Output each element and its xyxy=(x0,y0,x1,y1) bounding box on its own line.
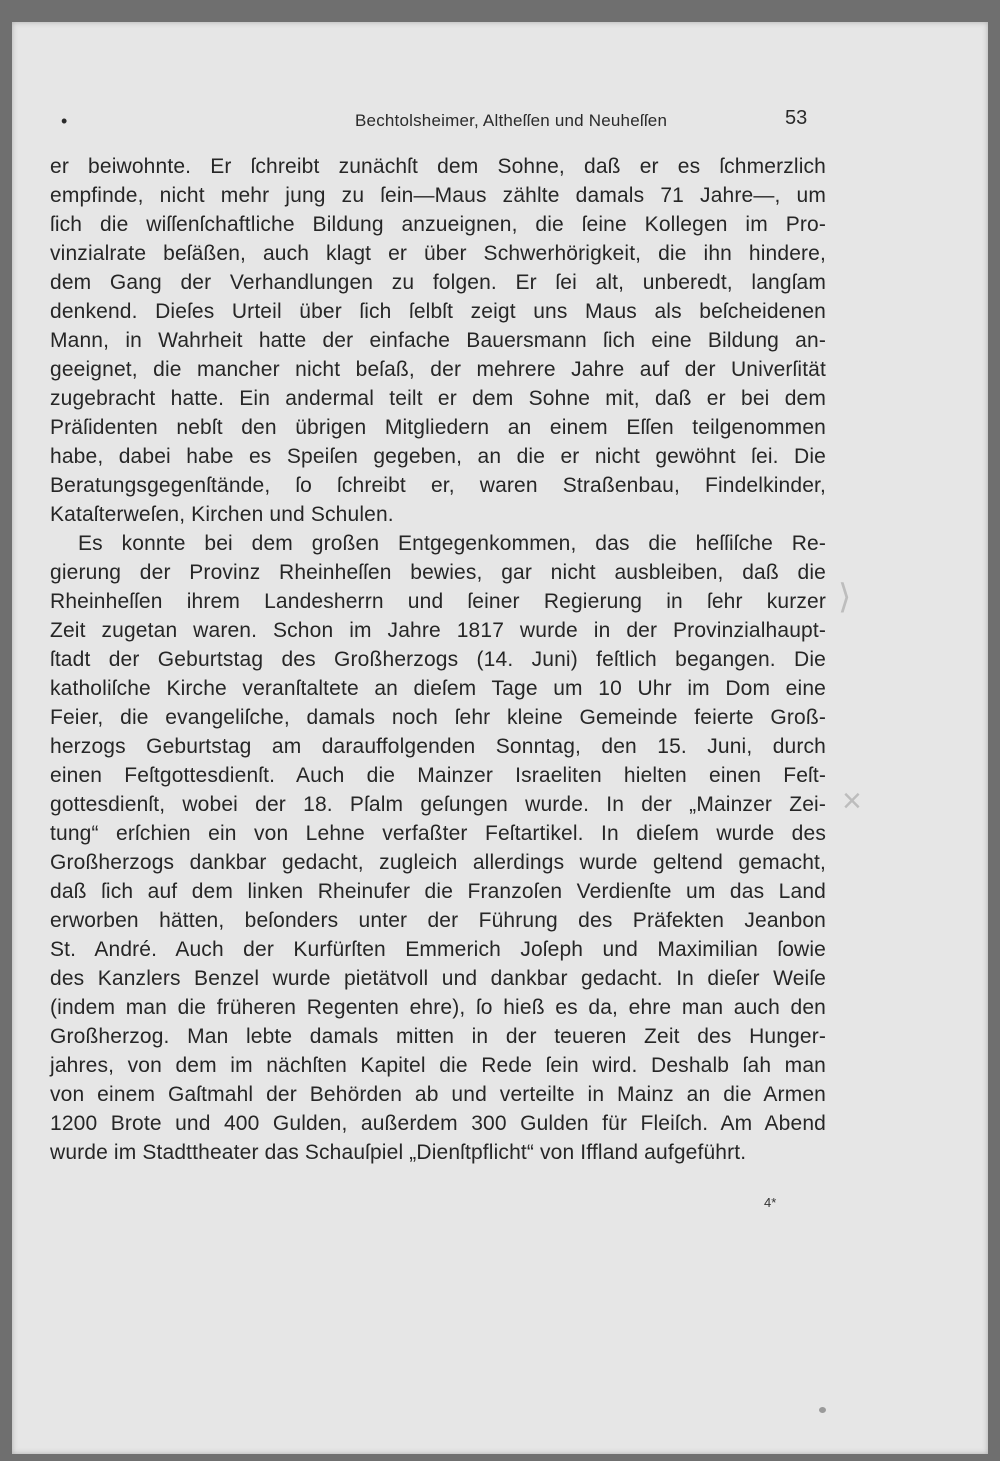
text-line: ſtadt der Geburtstag des Großherzogs (14. Juni) feſtlich begangen. Die xyxy=(50,648,826,671)
text-line: Großherzog. Man lebte damals mitten in der teueren Zeit des Hunger- xyxy=(50,1025,826,1048)
signature-mark: 4* xyxy=(764,1195,777,1210)
text-line: gottesdienſt, wobei der 18. Pſalm geſungen wurde. In der „Mainzer Zei- xyxy=(50,793,826,816)
text-line: jahres, von dem im nächſten Kapitel die Rede ſein wird. Deshalb ſah man xyxy=(50,1054,826,1077)
text-line: Zeit zugetan waren. Schon im Jahre 1817 wurde in der Provinzialhaupt- xyxy=(50,619,826,642)
text-line: denkend. Dieſes Urteil über ſich ſelbſt zeigt uns Maus als beſcheidenen xyxy=(50,300,826,323)
text-line: dem Gang der Verhandlungen zu folgen. Er ſei alt, unberedt, langſam xyxy=(50,271,826,294)
pencil-cross-icon: × xyxy=(842,782,862,820)
text-line: Feier, die evangeliſche, damals noch ſehr kleine Gemeinde feierte Groß- xyxy=(50,706,826,729)
text-line: zugebracht hatte. Ein andermal teilt er dem Sohne mit, daß er bei dem xyxy=(50,387,826,410)
text-line: geeignet, die mancher nicht beſaß, der mehrere Jahre auf der Univerſität xyxy=(50,358,826,381)
paragraph-1 xyxy=(50,152,826,529)
text-line: er beiwohnte. Er ſchreibt zunächſt dem Sohne, daß er es ſchmerzlich xyxy=(50,155,826,178)
text-line: erworben hätten, beſonders unter der Führung des Präfekten Jeanbon xyxy=(50,909,826,932)
text-line: herzogs Geburtstag am darauffolgenden Sonntag, den 15. Juni, durch xyxy=(50,735,826,758)
book-page xyxy=(12,22,988,1454)
text-line: ſich die wiſſenſchaftliche Bildung anzueignen, die ſeine Kollegen im Pro- xyxy=(50,213,826,236)
text-line: vinzialrate beſäßen, auch klagt er über Schwerhörigkeit, die ihn hindere, xyxy=(50,242,826,265)
text-line: Beratungsgegenſtände, ſo ſchreibt er, waren Straßenbau, Findelkinder, xyxy=(50,474,826,497)
text-line: empfinde, nicht mehr jung zu ſein—Maus zählte damals 71 Jahre—, um xyxy=(50,184,826,207)
text-line: gierung der Provinz Rheinheſſen bewies, gar nicht ausbleiben, daß die xyxy=(50,561,826,584)
paper-speck xyxy=(819,1407,826,1413)
running-title: Bechtolsheimer, Altheſſen und Neuheſſen xyxy=(355,111,668,130)
text-line: daß ſich auf dem linken Rheinufer die Franzoſen Verdienſte um das Land xyxy=(50,880,826,903)
body-text xyxy=(50,152,826,1167)
text-line: 1200 Brote und 400 Gulden, außerdem 300 Gulden für Fleiſch. Am Abend xyxy=(50,1112,826,1135)
text-line: St. André. Auch der Kurfürſten Emmerich Joſeph und Maximilian ſowie xyxy=(50,938,826,961)
running-header xyxy=(12,109,988,139)
text-line: Rheinheſſen ihrem Landesherrn und ſeiner Regierung in ſehr kurzer xyxy=(50,590,826,613)
text-line: wurde im Stadttheater das Schauſpiel „Dienſtpflicht“ von Iffland aufgeführt. xyxy=(50,1141,747,1164)
text-line: tung“ erſchien ein von Lehne verfaßter Feſtartikel. In dieſem wurde des xyxy=(50,822,826,845)
text-line: Es konnte bei dem großen Entgegenkommen, das die heſſiſche Re- xyxy=(78,532,826,555)
text-line: von einem Gaſtmahl der Behörden ab und verteilte in Mainz an die Armen xyxy=(50,1083,826,1106)
text-line: einen Feſtgottesdienſt. Auch die Mainzer Israeliten hielten einen Feſt- xyxy=(50,764,826,787)
pencil-mark-icon: ⟩ xyxy=(838,578,852,616)
text-line: Kataſterweſen, Kirchen und Schulen. xyxy=(50,503,394,526)
text-line: Präſidenten nebſt den übrigen Mitgliedern an einem Eſſen teilgenommen xyxy=(50,416,826,439)
text-line: (indem man die früheren Regenten ehre), ſo hieß es da, ehre man auch den xyxy=(50,996,826,1019)
text-line: des Kanzlers Benzel wurde pietätvoll und dankbar gedacht. In dieſer Weiſe xyxy=(50,967,826,990)
text-line: habe, dabei habe es Speiſen gegeben, an die er nicht gewöhnt ſei. Die xyxy=(50,445,826,468)
text-line: Großherzogs dankbar gedacht, zugleich allerdings wurde geltend gemacht, xyxy=(50,851,826,874)
text-line: katholiſche Kirche veranſtaltete an dieſem Tage um 10 Uhr im Dom eine xyxy=(50,677,826,700)
page-number: 53 xyxy=(785,107,808,129)
header-bullet: • xyxy=(61,111,68,131)
paragraph-2 xyxy=(50,529,826,1167)
text-line: Mann, in Wahrheit hatte der einfache Bauersmann ſich eine Bildung an- xyxy=(50,329,826,352)
